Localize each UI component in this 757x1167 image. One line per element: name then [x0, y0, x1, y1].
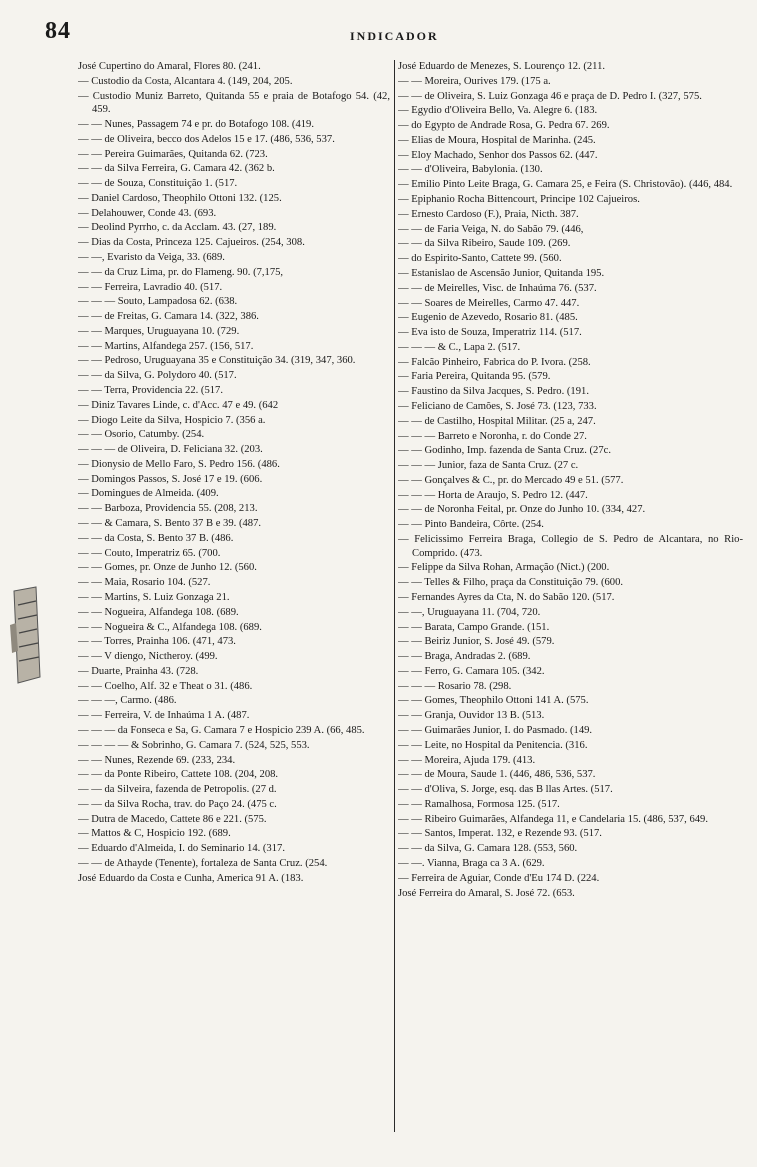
entry-line: — — — da Fonseca e Sa, G. Camara 7 e Hospicio 239 A. (66, 485.	[78, 724, 365, 736]
entry-line: José Ferreira do Amaral, S. José 72. (653.	[398, 887, 575, 899]
entry-line: — — Ramalhosa, Formosa 125. (517.	[398, 798, 560, 810]
binder-clip-graphic	[6, 585, 46, 685]
entry-line: — Ernesto Cardoso (F.), Praia, Nicth. 387.	[398, 208, 579, 220]
entry-line: — — Maia, Rosario 104. (527.	[78, 577, 211, 589]
entry-line: — — Barboza, Providencia 55. (208, 213.	[78, 503, 258, 515]
entry-line: — — Beiriz Junior, S. José 49. (579.	[398, 636, 555, 648]
entry-line: — — de Athayde (Tenente), fortaleza de Santa Cruz. (254.	[78, 858, 328, 869]
entry-line: — Faria Pereira, Quitanda 95. (579.	[398, 371, 551, 383]
entry-line: — Eloy Machado, Senhor dos Passos 62. (447.	[398, 149, 598, 161]
entry-line: — — de Oliveira, S. Luiz Gonzaga 46 e praça de D. Pedro I. (327, 575.	[398, 90, 702, 102]
entry-line: — — Ferreira, V. de Inhaúma 1 A. (487.	[78, 710, 250, 722]
entry-line: — Custodio Muniz Barreto, Quitanda 55 e praia de Botafogo 54. (42, 459.	[78, 90, 390, 116]
entry-line: — — de Souza, Constituição 1. (517.	[78, 178, 238, 190]
entry-line: — do Egypto de Andrade Rosa, G. Pedra 67. 269.	[398, 120, 610, 132]
entry-line: — Domingos Passos, S. José 17 e 19. (606.	[78, 473, 263, 485]
entry-line: — — Moreira, Ourives 179. (175 a.	[398, 75, 551, 87]
entry-line: — — da Cruz Lima, pr. do Flameng. 90. (7,175,	[78, 266, 284, 278]
entry-line: — — Pinto Bandeira, Côrte. (254.	[398, 519, 544, 531]
entry-line: — — Coelho, Alf. 32 e Theat o 31. (486.	[78, 680, 253, 692]
entry-line: — — de Meirelles, Visc. de Inhaúma 76. (537.	[398, 282, 597, 294]
entry-line: — — da Silva Ferreira, G. Camara 42. (362 b.	[78, 163, 275, 175]
entry-line: — — Nogueira & C., Alfandega 108. (689.	[78, 621, 262, 633]
entry-line: — Eduardo d'Almeida, I. do Seminario 14. (317.	[78, 843, 285, 855]
entry-line: — — Gomes, Theophilo Ottoni 141 A. (575.	[398, 695, 589, 707]
entry-line: — Diniz Tavares Linde, c. d'Acc. 47 e 49. (642	[78, 399, 279, 411]
entry-line: — — da Silveira, fazenda de Petropolis. (27 d.	[78, 784, 277, 796]
entry-line: — — Gonçalves & C., pr. do Mercado 49 e 51. (577.	[398, 474, 624, 486]
entry-line: — — — Junior, faza de Santa Cruz. (27 c.	[398, 460, 579, 472]
entry-line: — — Nunes, Rezende 69. (233, 234.	[78, 754, 236, 766]
entry-line: José Eduardo de Menezes, S. Lourenço 12. (211.	[398, 61, 606, 72]
entry-line: — — Martins, Alfandega 257. (156, 517.	[78, 340, 254, 352]
entry-line: — — d'Oliva, S. Jorge, esq. das B llas Artes. (517.	[398, 784, 613, 796]
entry-line: — — Telles & Filho, praça da Constituição 79. (600.	[398, 577, 624, 589]
entry-line: — — da Costa, S. Bento 37 B. (486.	[78, 532, 234, 544]
entry-line: — — Gomes, pr. Onze de Junho 12. (560.	[78, 562, 257, 574]
entry-line: — — da Silva, G. Camara 128. (553, 560.	[398, 843, 578, 855]
entry-line: — — — Rosario 78. (298.	[398, 680, 512, 692]
entry-line: — — Terra, Providencia 22. (517.	[78, 385, 223, 396]
entry-line: — — Granja, Ouvidor 13 B. (513.	[398, 710, 545, 722]
entry-line: — Fernandes Ayres da Cta, N. do Sabão 120. (517.	[398, 591, 615, 603]
entry-line: — Mattos & C, Hospicio 192. (689.	[78, 828, 231, 840]
entry-line: — — da Silva, G. Polydoro 40. (517.	[78, 370, 237, 382]
entry-line: — — Guimarães Junior, I. do Pasmado. (149.	[398, 724, 593, 736]
entry-line: — — da Ponte Ribeiro, Cattete 108. (204, 208.	[78, 769, 279, 781]
entry-line: — Estanislao de Ascensão Junior, Quitanda 195.	[398, 267, 605, 279]
entry-line: — — d'Oliveira, Babylonia. (130.	[398, 164, 543, 176]
entry-line: — — V diengo, Nictheroy. (499.	[78, 651, 218, 663]
entry-line: — — Barata, Campo Grande. (151.	[398, 621, 550, 633]
entry-line: — — Nunes, Passagem 74 e pr. do Botafogo 108. (419.	[78, 118, 314, 130]
entry-line: — — Leite, no Hospital da Penitencia. (316.	[398, 739, 588, 751]
entry-line: — — — de Oliveira, D. Feliciana 32. (203.	[78, 444, 263, 456]
entry-line: — — Marques, Uruguayana 10. (729.	[78, 325, 240, 337]
entry-line: — — Pereira Guimarães, Quitanda 62. (723.	[78, 148, 268, 160]
entry-line: — Delahouwer, Conde 43. (693.	[78, 207, 217, 219]
entry-line: — — —, Carmo. (486.	[78, 695, 177, 707]
entry-line: — — Ferro, G. Camara 105. (342.	[398, 665, 545, 677]
entry-line: — Dionysio de Mello Faro, S. Pedro 156. (486.	[78, 458, 280, 470]
entry-line: José Eduardo da Costa e Cunha, America 91 A. (183.	[78, 872, 304, 884]
entry-line: — — de Moura, Saude 1. (446, 486, 536, 537.	[398, 769, 596, 781]
entry-line: José Cupertino do Amaral, Flores 80. (241.	[78, 61, 261, 72]
entry-line: — Felippe da Silva Rohan, Armação (Nict.) (200.	[398, 562, 610, 574]
entry-line: — — de Faria Veiga, N. do Sabão 79. (446,	[398, 223, 584, 235]
entry-line: — — de Noronha Feital, pr. Onze do Junho 10. (334, 427.	[398, 504, 646, 516]
entry-line: — — Torres, Prainha 106. (471, 473.	[78, 636, 236, 648]
entry-line: — — Braga, Andradas 2. (689.	[398, 651, 531, 663]
entry-line: — Feliciano de Camões, S. José 73. (123, 733.	[398, 400, 597, 412]
entry-line: — Falcão Pinheiro, Fabrica do P. Ivora. (258.	[398, 356, 591, 368]
entry-line: — — Moreira, Ajuda 179. (413.	[398, 754, 536, 766]
entry-line: — — de Freitas, G. Camara 14. (322, 386.	[78, 311, 259, 323]
entry-line: — Dias da Costa, Princeza 125. Cajueiros. (254, 308.	[78, 237, 305, 249]
entry-line: — — da Silva Ribeiro, Saude 109. (269.	[398, 238, 571, 250]
entry-line: — — Ribeiro Guimarães, Alfandega 11, e Candelaria 15. (486, 537, 649.	[398, 813, 708, 825]
entry-line: — Elias de Moura, Hospital de Marinha. (245.	[398, 134, 596, 146]
entry-line: — —, Evaristo da Veiga, 33. (689.	[78, 251, 225, 263]
entry-line: — — de Castilho, Hospital Militar. (25 a, 247.	[398, 415, 596, 427]
entry-line: — Egydio d'Oliveira Bello, Va. Alegre 6. (183.	[398, 105, 598, 117]
entry-line: — — Couto, Imperatriz 65. (700.	[78, 547, 221, 559]
entry-line: — — da Silva Rocha, trav. do Paço 24. (475 c.	[78, 798, 277, 810]
left-column	[78, 60, 390, 1150]
entry-line: — Emilio Pinto Leite Braga, G. Camara 25, e Feira (S. Christovão). (446, 484.	[398, 179, 733, 191]
entry-line: — — — & C., Lapa 2. (517.	[398, 341, 521, 353]
page-header	[40, 18, 740, 48]
entry-line: — Duarte, Prainha 43. (728.	[78, 665, 199, 677]
entry-line: — Ferreira de Aguiar, Conde d'Eu 174 D. (224.	[398, 872, 600, 884]
entry-line: — — de Oliveira, becco dos Adelos 15 e 17. (486, 536, 537.	[78, 133, 335, 145]
entry-line: — —, Uruguayana 11. (704, 720.	[398, 606, 541, 618]
entry-line: — Epiphanio Rocha Bittencourt, Principe 102 Cajueiros.	[398, 194, 640, 206]
right-column	[398, 60, 743, 1150]
entry-line: — Eugenio de Azevedo, Rosario 81. (485.	[398, 312, 578, 324]
entry-line: — Deolind Pyrrho, c. da Acclam. 43. (27, 189.	[78, 222, 277, 234]
entry-line: — —. Vianna, Braga ca 3 A. (629.	[398, 858, 545, 869]
entry-line: — — — Horta de Araujo, S. Pedro 12. (447.	[398, 489, 588, 501]
entry-line: — — — Barreto e Noronha, r. do Conde 27.	[398, 430, 587, 442]
entry-line: — — Soares de Meirelles, Carmo 47. 447.	[398, 297, 580, 309]
entry-line: — — & Camara, S. Bento 37 B e 39. (487.	[78, 518, 262, 530]
entry-line: — Custodio da Costa, Alcantara 4. (149, 204, 205.	[78, 75, 293, 87]
entry-line: — — Nogueira, Alfandega 108. (689.	[78, 606, 239, 618]
entry-line: — — Pedroso, Uruguayana 35 e Constituição 34. (319, 347, 360.	[78, 355, 356, 367]
entry-line: — — Santos, Imperat. 132, e Rezende 93. (517.	[398, 828, 602, 840]
entry-line: — — — — & Sobrinho, G. Camara 7. (524, 525, 553.	[78, 739, 310, 751]
entry-line: — Eva isto de Souza, Imperatriz 114. (517.	[398, 327, 582, 339]
entry-line: — — Osorio, Catumby. (254.	[78, 429, 205, 441]
entry-line: — Daniel Cardoso, Theophilo Ottoni 132. (125.	[78, 192, 282, 204]
entry-line: — Faustino da Silva Jacques, S. Pedro. (191.	[398, 386, 589, 398]
entry-line: — Dutra de Macedo, Cattete 86 e 221. (575.	[78, 813, 267, 825]
entry-line: — Felicissimo Ferreira Braga, Collegio de S. Pedro de Alcantara, no Rio-Comprido. (473.	[398, 534, 743, 559]
page-number: 84	[45, 18, 71, 44]
entry-line: — — — Souto, Lampadosa 62. (638.	[78, 296, 238, 308]
entry-line: — — Godinho, Imp. fazenda de Santa Cruz. (27c.	[398, 445, 611, 457]
entry-line: — Diogo Leite da Silva, Hospicio 7. (356 a.	[78, 414, 266, 426]
entry-line: — do Espirito-Santo, Cattete 99. (560.	[398, 253, 562, 265]
running-title: INDICADOR	[350, 29, 439, 43]
entry-line: — — Martins, S. Luiz Gonzaga 21.	[78, 591, 230, 603]
entry-line: — — Ferreira, Lavradio 40. (517.	[78, 281, 223, 293]
column-divider	[394, 60, 395, 1132]
entry-line: — Domingues de Almeida. (409.	[78, 488, 219, 500]
